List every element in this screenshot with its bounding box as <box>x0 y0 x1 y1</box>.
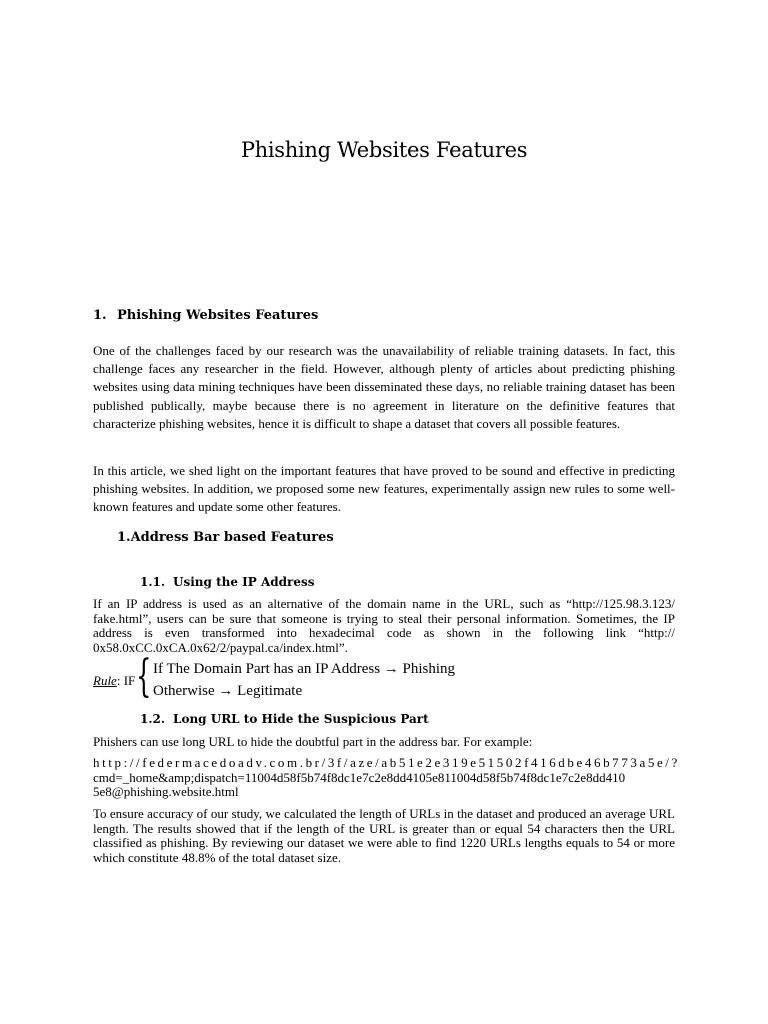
document-title: Phishing Websites Features <box>240 138 528 162</box>
subsection-1-2-heading-text: Long URL to Hide the Suspicious Part <box>173 712 429 726</box>
example-url-line-1: http://federmacedoadv.com.br/3f/aze/ab51e2e319e51502f416dbe46b773a5e/? <box>93 755 680 770</box>
section-1-heading <box>93 308 318 323</box>
subsection-heading: 1.Address Bar based Features <box>117 530 334 545</box>
rule-brace: { <box>136 651 152 702</box>
rule-if: IF <box>123 673 136 688</box>
example-long-url <box>93 756 683 800</box>
subsection-1-1-heading <box>140 575 315 589</box>
subsection-1-2-heading <box>140 712 429 726</box>
rule-condition-phishing: If The Domain Part has an IP Address → Phishing <box>153 661 456 677</box>
section-1-paragraph-2: In this article, we shed light on the important features that have proved to be sound and effective in predicting phishing websites. In addition, we proposed some new features, experimentally assign new rules to some well-known features and update some other features. <box>93 463 675 515</box>
section-1-number: 1. <box>93 308 107 323</box>
subsection-1-1-paragraph: If an IP address is used as an alternative of the domain name in the URL, such as “http://125.98.3.123/ fake.html”, users can be sure that someone is trying to steal their personal information. Sometimes, the IP address is even transformed into hexadecimal code as shown in the following link “http:// 0x58.0xCC.0xCA.0x62/2/paypal.ca/index.html”. <box>93 596 675 655</box>
ip-address-rule <box>93 651 593 704</box>
subsection-1-1-number: 1.1. <box>140 575 166 589</box>
subsection-1-2-intro: Phishers can use long URL to hide the doubtful part in the address bar. For example: <box>93 734 533 749</box>
subsection-1-1-heading-text: Using the IP Address <box>173 575 315 589</box>
rule-label <box>93 673 135 689</box>
example-url-line-3: 5e8@phishing.website.html <box>93 784 239 800</box>
section-1-heading-text: Phishing Websites Features <box>117 308 319 323</box>
rule-condition-legitimate: Otherwise → Legitimate <box>153 683 303 699</box>
rule-colon: : <box>116 673 121 688</box>
example-url-line-2: cmd=_home&amp;dispatch=11004d58f5b74f8dc1e7c2e8dd4105e811004d58f5b74f8dc1e7c2e8dd410 <box>93 769 626 785</box>
rule-keyword: Rule <box>93 673 117 688</box>
subsection-1-2-number: 1.2. <box>140 712 166 726</box>
section-1-paragraph-1: One of the challenges faced by our research was the unavailability of reliable training datasets. In fact, this challenge faces any researcher in the field. However, although plenty of articles about predicting phishing websites using data mining techniques have been disseminated these days, no reliable training dataset has been published publically, maybe because there is no agreement in literature on the definitive features that characterize phishing websites, hence it is difficult to shape a dataset that covers all possible features. <box>93 343 675 431</box>
subsection-1-2-paragraph: To ensure accuracy of our study, we calculated the length of URLs in the dataset and produced an average URL length. The results showed that if the length of the URL is greater than or equal 54 characters then the URL classified as phishing. By reviewing our dataset we were able to find 1220 URLs lengths equals to 54 or more which constitute 48.8% of the total dataset size. <box>93 806 675 865</box>
